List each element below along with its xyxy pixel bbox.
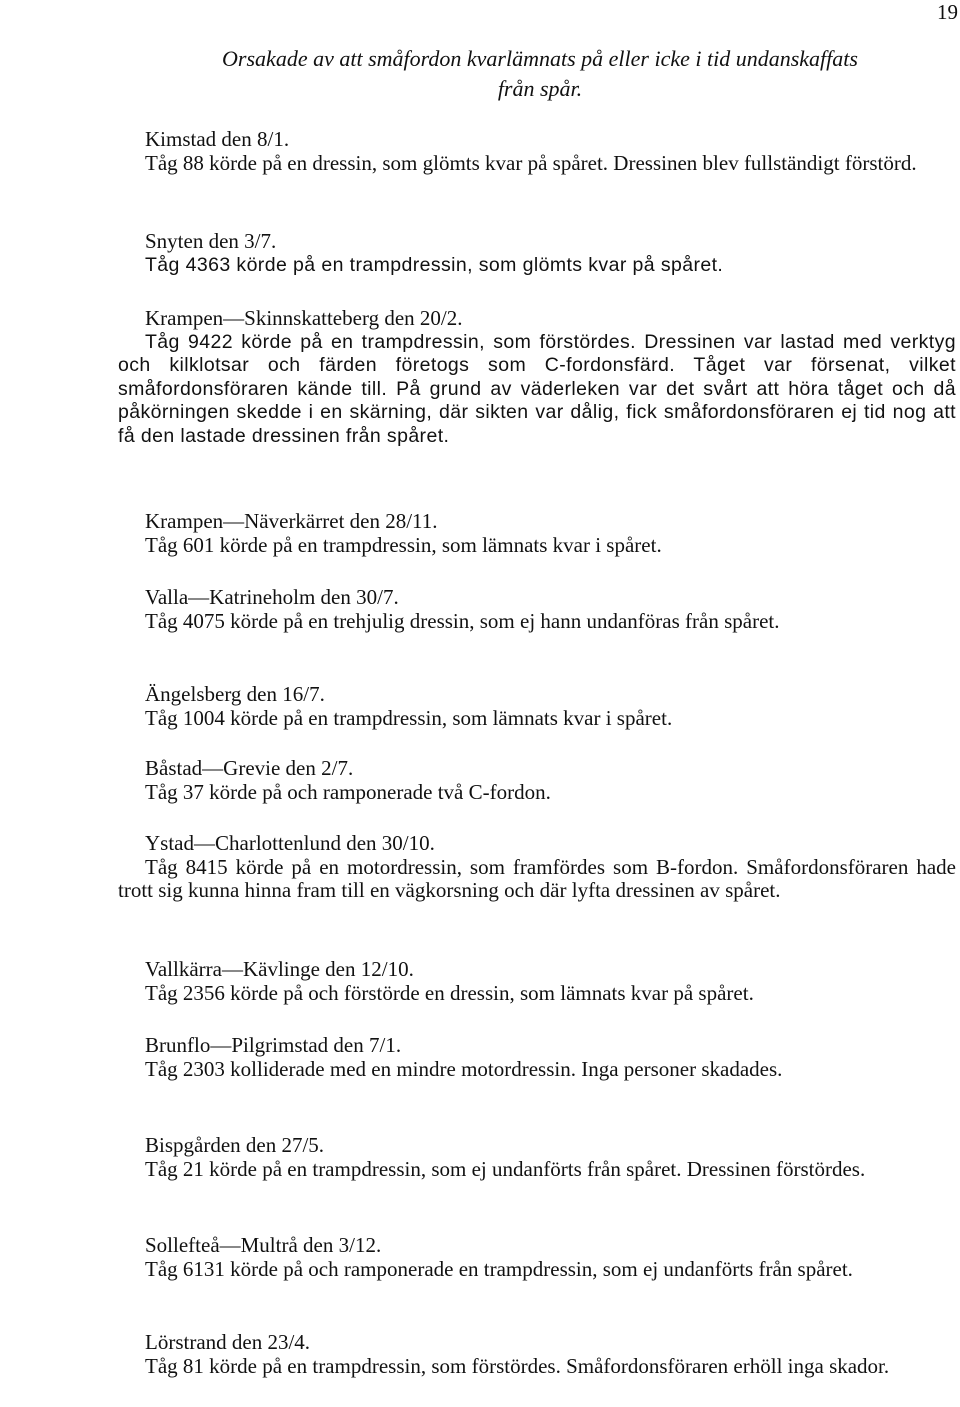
incident-entry [118,1134,956,1181]
incident-place: Sollefteå—Multrå den 3/12. [145,1233,382,1257]
incident-report: Tåg 9422 körde på en trampdressin, som förstördes. Dressinen var lastad med verktyg och kilklotsar och färden företogs som C-fordonsfärd. Tåget var försenat, vilket småfordonsföraren kände till. På grund av väderleken var det svårt att höra tåget och då påkörningen skedde i en skärning, där sikten var dålig, fick småfordonsföraren ej tid nog att få den lastade dressinen från spåret. [118,330,956,447]
incident-entry [118,307,956,448]
incident-place: Bispgården den 27/5. [145,1133,325,1157]
incident-entry [118,128,956,175]
incident-entry [118,958,956,1005]
incident-report: Tåg 2303 kolliderade med en mindre motordressin. Inga personer skadades. [145,1056,783,1081]
incident-report: Tåg 4363 körde på en trampdressin, som glömts kvar på spåret. [145,253,724,276]
incident-place: Brunflo—Pilgrimstad den 7/1. [145,1033,402,1057]
incident-report: Tåg 1004 körde på en trampdressin, som lämnats kvar i spåret. [145,705,673,730]
incident-report: Tåg 21 körde på en trampdressin, som ej undanförts från spåret. Dressinen förstördes. [145,1156,866,1181]
incident-place: Ängelsberg den 16/7. [145,682,325,706]
incident-report: Tåg 88 körde på en dressin, som glömts kvar på spåret. Dressinen blev fullständigt förstörd. [145,150,917,175]
incident-report: Tåg 601 körde på en trampdressin, som lämnats kvar i spåret. [145,532,662,557]
incident-place: Kimstad den 8/1. [145,127,290,151]
incident-entry [118,586,956,633]
incident-entry [118,1234,956,1281]
incident-place: Snyten den 3/7. [145,229,277,253]
incident-place: Krampen—Näverkärret den 28/11. [145,509,438,533]
incident-place: Lörstrand den 23/4. [145,1330,311,1354]
incident-entry [118,230,956,277]
incident-report: Tåg 81 körde på en trampdressin, som förstördes. Småfordonsföraren erhöll inga skador. [145,1353,890,1378]
incident-report: Tåg 37 körde på och ramponerade två C-fordon. [145,779,551,804]
incident-place: Båstad—Grevie den 2/7. [145,756,354,780]
incident-report: Tåg 6131 körde på och ramponerade en trampdressin, som ej undanförts från spåret. [145,1256,853,1281]
incident-entry [118,510,956,557]
incident-entry [118,757,956,804]
page-number: 19 [937,0,958,24]
incident-entry [118,1331,956,1378]
incident-place: Krampen—Skinnskatteberg den 20/2. [145,306,463,330]
incident-report: Tåg 4075 körde på en trehjulig dressin, som ej hann undanföras från spåret. [145,608,780,633]
incident-entry [118,832,956,903]
incident-place: Valla—Katrineholm den 30/7. [145,585,399,609]
incident-entry [118,683,956,730]
incident-entry [118,1034,956,1081]
incident-report: Tåg 8415 körde på en motordressin, som framfördes som B-fordon. Småfordonsföraren hade trott sig kunna hinna fram till en vägkorsning och där lyfta dressinen av spåret. [118,854,956,902]
incident-place: Vallkärra—Kävlinge den 12/10. [145,957,414,981]
incident-report: Tåg 2356 körde på och förstörde en dressin, som lämnats kvar på spåret. [145,980,754,1005]
heading-line-2: från spår. [497,76,583,101]
incident-place: Ystad—Charlottenlund den 30/10. [145,831,435,855]
heading-line-1: Orsakade av att småfordon kvarlämnats på eller icke i tid undanskaffats [222,46,858,71]
section-heading [130,44,950,104]
